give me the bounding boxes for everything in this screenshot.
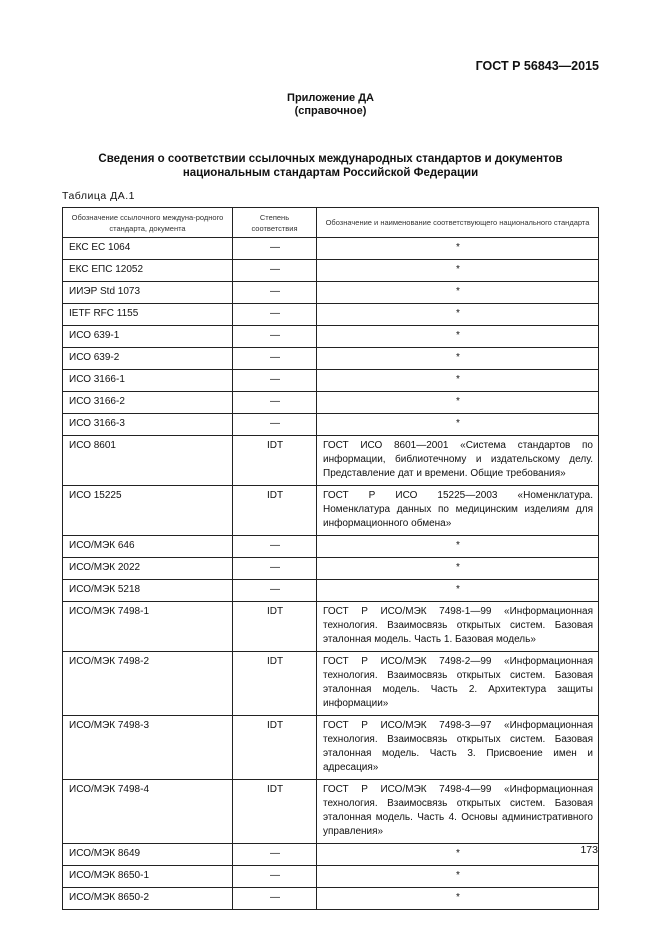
cell-national-standard: *	[317, 326, 599, 348]
cell-national-standard: *	[317, 558, 599, 580]
document-code: ГОСТ Р 56843—2015	[475, 59, 599, 73]
cell-national-standard: ГОСТ Р ИСО/МЭК 7498-3—97 «Информационная технология. Взаимосвязь открытых систем. Базовая эталонная модель. Часть 3. Присвоение имен и адресация»	[317, 716, 599, 780]
table-header-row	[63, 208, 599, 238]
cell-reference-standard: ИСО/МЭК 8650-1	[63, 866, 233, 888]
cell-reference-standard: ИСО 3166-3	[63, 414, 233, 436]
cell-national-standard: *	[317, 238, 599, 260]
table-row	[63, 716, 599, 780]
table-row	[63, 414, 599, 436]
cell-reference-standard: ИСО 8601	[63, 436, 233, 486]
table-row	[63, 558, 599, 580]
header-degree-of-correspondence: Степень соответствия	[233, 208, 317, 238]
cell-reference-standard: ИСО/МЭК 8650-2	[63, 888, 233, 910]
section-title	[0, 152, 661, 180]
header-reference-standard: Обозначение ссылочного междуна-родного стандарта, документа	[63, 208, 233, 238]
cell-degree: IDT	[233, 436, 317, 486]
cell-degree: —	[233, 238, 317, 260]
cell-degree: —	[233, 282, 317, 304]
table-row	[63, 392, 599, 414]
cell-degree: —	[233, 414, 317, 436]
cell-national-standard: *	[317, 866, 599, 888]
cell-national-standard: ГОСТ ИСО 8601—2001 «Система стандартов по информации, библиотечному и издательскому делу. Представление дат и времени. Общие требования»	[317, 436, 599, 486]
cell-national-standard: *	[317, 888, 599, 910]
cell-national-standard: ГОСТ Р ИСО/МЭК 7498-2—99 «Информационная технология. Взаимосвязь открытых систем. Базовая эталонная модель. Часть 2. Архитектура защиты информации»	[317, 652, 599, 716]
cell-reference-standard: ИСО/МЭК 7498-2	[63, 652, 233, 716]
cell-reference-standard: ИСО/МЭК 2022	[63, 558, 233, 580]
cell-degree: IDT	[233, 486, 317, 536]
header-national-standard: Обозначение и наименование соответствующего национального стандарта	[317, 208, 599, 238]
table-row	[63, 282, 599, 304]
table-body	[63, 238, 599, 910]
cell-reference-standard: ИСО 15225	[63, 486, 233, 536]
section-title-line-2: национальным стандартам Российской Федерации	[182, 167, 479, 179]
table-row	[63, 780, 599, 844]
cell-national-standard: *	[317, 348, 599, 370]
table-row	[63, 238, 599, 260]
cell-national-standard: *	[317, 370, 599, 392]
table-row	[63, 486, 599, 536]
cell-degree: IDT	[233, 780, 317, 844]
cell-degree: —	[233, 888, 317, 910]
cell-national-standard: *	[317, 844, 599, 866]
cell-national-standard: *	[317, 392, 599, 414]
cell-reference-standard: ИСО 3166-2	[63, 392, 233, 414]
cell-reference-standard: IETF RFC 1155	[63, 304, 233, 326]
cell-degree: —	[233, 370, 317, 392]
appendix-type: (справочное)	[294, 105, 367, 117]
table-row	[63, 348, 599, 370]
table-row	[63, 436, 599, 486]
cell-degree: —	[233, 844, 317, 866]
cell-reference-standard: ИСО 3166-1	[63, 370, 233, 392]
cell-degree: IDT	[233, 602, 317, 652]
table-row	[63, 370, 599, 392]
cell-degree: —	[233, 348, 317, 370]
cell-reference-standard: ИСО/МЭК 5218	[63, 580, 233, 602]
cell-reference-standard: ЕКС ЕС 1064	[63, 238, 233, 260]
cell-reference-standard: ИСО/МЭК 646	[63, 536, 233, 558]
table-row	[63, 866, 599, 888]
table-caption: Таблица ДА.1	[62, 190, 135, 202]
cell-degree: —	[233, 580, 317, 602]
cell-degree: IDT	[233, 652, 317, 716]
cell-national-standard: *	[317, 260, 599, 282]
correspondence-table	[62, 207, 599, 910]
table-row	[63, 326, 599, 348]
cell-reference-standard: ИСО/МЭК 8649	[63, 844, 233, 866]
table-row	[63, 580, 599, 602]
cell-degree: —	[233, 392, 317, 414]
cell-reference-standard: ИСО/МЭК 7498-1	[63, 602, 233, 652]
section-title-line-1: Сведения о соответствии ссылочных международных стандартов и документов	[98, 153, 563, 165]
cell-degree: IDT	[233, 716, 317, 780]
cell-reference-standard: ИСО/МЭК 7498-3	[63, 716, 233, 780]
cell-national-standard: *	[317, 414, 599, 436]
cell-degree: —	[233, 260, 317, 282]
cell-national-standard: *	[317, 580, 599, 602]
cell-reference-standard: ИИЭР Std 1073	[63, 282, 233, 304]
cell-reference-standard: ИСО 639-2	[63, 348, 233, 370]
table-row	[63, 260, 599, 282]
table-row	[63, 652, 599, 716]
appendix-label: Приложение ДА	[287, 92, 374, 104]
cell-degree: —	[233, 866, 317, 888]
page-number: 173	[580, 844, 598, 856]
table-row	[63, 536, 599, 558]
cell-national-standard: *	[317, 304, 599, 326]
cell-national-standard: ГОСТ Р ИСО 15225—2003 «Номенклатура. Номенклатура данных по медицинским изделиям для информационного обмена»	[317, 486, 599, 536]
cell-degree: —	[233, 536, 317, 558]
appendix-heading	[0, 92, 661, 118]
cell-national-standard: ГОСТ Р ИСО/МЭК 7498-4—99 «Информационная технология. Взаимосвязь открытых систем. Базовая эталонная модель. Часть 4. Основы административного управления»	[317, 780, 599, 844]
cell-degree: —	[233, 326, 317, 348]
cell-national-standard: *	[317, 536, 599, 558]
cell-national-standard: *	[317, 282, 599, 304]
table-row	[63, 844, 599, 866]
cell-degree: —	[233, 304, 317, 326]
cell-reference-standard: ИСО 639-1	[63, 326, 233, 348]
table-row	[63, 304, 599, 326]
table-row	[63, 888, 599, 910]
cell-degree: —	[233, 558, 317, 580]
cell-reference-standard: ЕКС ЕПС 12052	[63, 260, 233, 282]
table-row	[63, 602, 599, 652]
cell-national-standard: ГОСТ Р ИСО/МЭК 7498-1—99 «Информационная технология. Взаимосвязь открытых систем. Базовая эталонная модель. Часть 1. Базовая модель»	[317, 602, 599, 652]
cell-reference-standard: ИСО/МЭК 7498-4	[63, 780, 233, 844]
